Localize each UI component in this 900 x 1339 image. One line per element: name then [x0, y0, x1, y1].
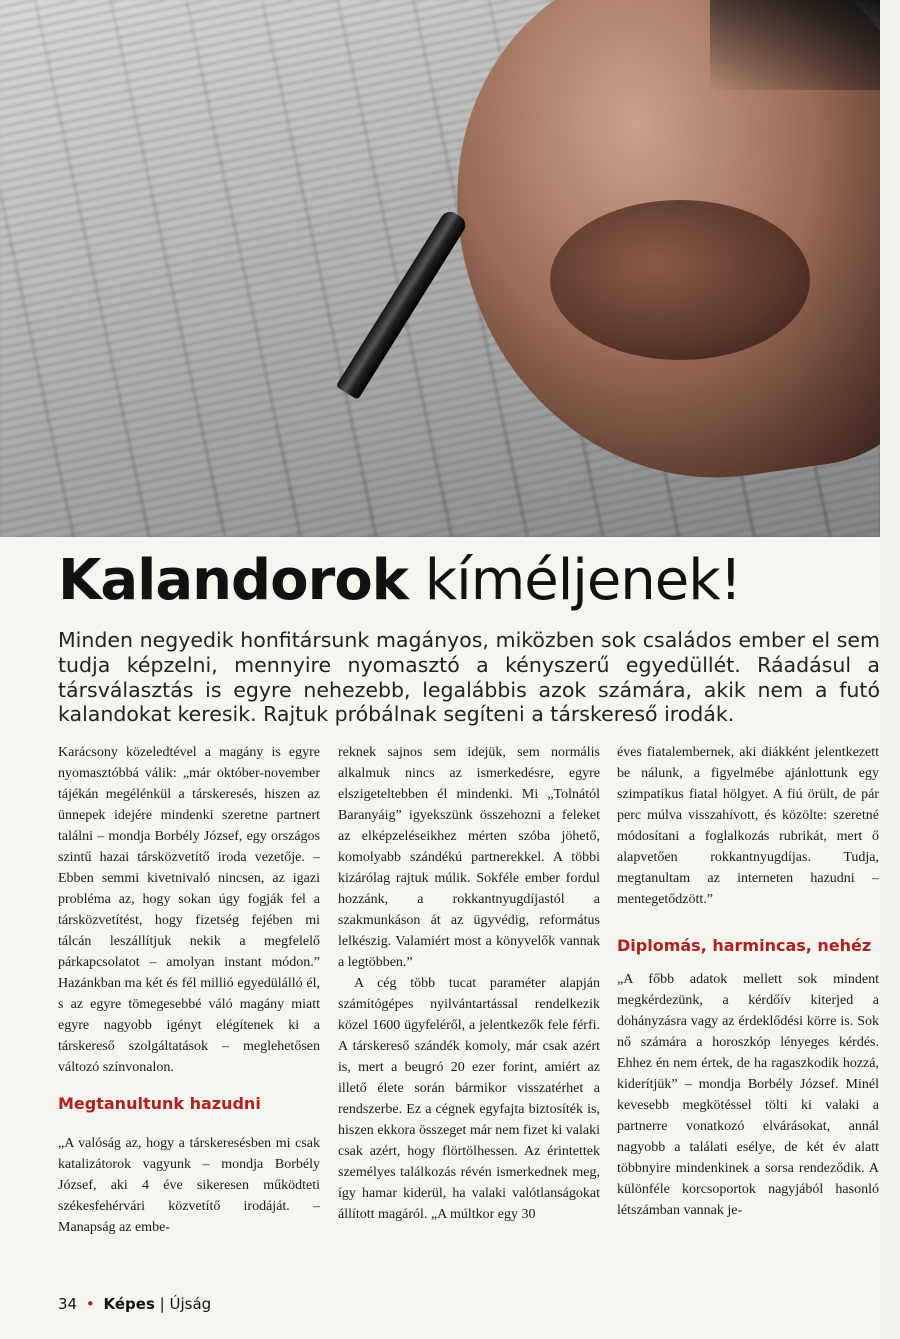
magazine-section: Újság [169, 1295, 212, 1313]
pipe-separator: | [159, 1295, 165, 1313]
article-lead: Minden negyedik honfitársunk magányos, miközben sok családos ember el sem tudja képzelni, mennyire nyomasztó a kényszerű egyedüllét. Ráadásul a társválasztás is egyre nehezebb, legalábbis azok számára, akik nem a futó kalandokat keresik. Rajtuk próbálnak segíteni a társkereső irodák. [58, 628, 880, 727]
photo-shadow [710, 0, 880, 90]
paragraph: éves fiatalembernek, aki diákként jelentkezett be nálunk, a figyelmébe ajánlottunk egy szimpatikus fiatal hölgyet. A fiú örült, de pár perc múlva visszahívott, és közölte: szeretné módosítani a foglalkozás rubrikát, mert ő alapvetően rokkantnyugdíjas. Tudja, megtanultam az interneten hazudni – mentegetődzött.” [617, 745, 879, 907]
subheading-diplomas-harmincas: Diplomás, harmincas, nehéz [617, 936, 872, 955]
text-column-3 [617, 742, 879, 1221]
paragraph: reknek sajnos sem idejük, sem normális alkalmuk nincs az ismerkedésre, egyre elszigeteltebben él mindenki. Mi „Tolnától Baranyáig” igyekszünk összehozni a feleket az elképzeléseikhez mérten szóba jöhető, komolyabb szándékú partnerekkel. A többi kizárólag rajtuk múlik. Sokféle ember fordul hozzánk, a rokkantnyugdíjastól a szakmunkáson át az ügyvédig, református lelkészig. Valamiért most a könyvelők vannak a legtöbben.” [338, 745, 600, 970]
text-column-2 [338, 742, 600, 1225]
finger-image [550, 200, 810, 360]
title-bold-part: Kalandorok [58, 548, 408, 613]
paragraph: A cég több tucat paraméter alapján számítógépes nyilvántartással rendelkezik közel 1600 ügyfeléről, a jelentkezők fele férfi. A társkereső szándék komoly, már csak azért is, mert a beugró 20 ezer forint, amiért az illető élete során bármikor visszatérhet a rendszerbe. Ez a cégnek egyfajta biztosíték is, hiszen ekkora összeget már nem fizet ki valaki csak azért, hogy flörtölhessen. Az érintettek személyes találkozás révén ismerkednek meg, így hamar kiderül, ha valaki valótlanságokat állított magáról. „A múltkor egy 30 [338, 976, 600, 1222]
paragraph: „A főbb adatok mellett sok mindent megkérdezünk, a kérdőív kiterjed a dohányzásra vagy az érdeklődési körre is. Sok nő számára a horoszkóp lényeges kérdés. Ehhez én nem értek, de ha ragaszkodik hozzá, kiderítjük” – mondja Borbély József. Minél kevesebb megkötéssel tölti ki valaki a partnerre vonatkozó elvárásokat, annál nagyobb a találati esélye, de két év alatt többnyire mindenkinek a sorsa rendeződik. A különféle korcsoportok nagyjából hasonló létszámban vannak je- [617, 972, 879, 1218]
title-regular-part: kíméljenek! [407, 548, 742, 613]
article-title [58, 548, 741, 613]
paragraph: Karácsony közeledtével a magány is egyre nyomasztóbbá válik: „már október-november tájékán megélénkül a társkeresés, hiszen az ünnepek idejére mindenki szeretne partnert találni – mondja Borbély József, egy országos szintű hazai társközvetítő iroda vezetője. – Ebben semmi kivetnivaló nincsen, az igazi probléma az, hogy sokan úgy fogják fel a társközvetítést, hogy fizetség fejében mi tálcán leszállítjuk nekik a megfelelő párkapcsolatot – amolyan instant módon.” Hazánkban ma két és fél millió egyedülálló él, s az egyre tömegesebbé váló magány miatt egyre nagyobb igényt elégítenek ki a társkereső szolgáltatások – meglehetősen változó színvonalon. [58, 745, 320, 1075]
page-edge [880, 0, 900, 1339]
text-column-1 [58, 742, 320, 1238]
bullet-separator: • [85, 1295, 95, 1313]
page-footer [58, 1295, 211, 1313]
page-number: 34 [58, 1295, 78, 1313]
magazine-name: Képes [103, 1295, 155, 1313]
hero-photo [0, 0, 880, 537]
subheading-megtanultunk-hazudni: Megtanultunk hazudni [58, 1094, 261, 1113]
paragraph: „A valóság az, hogy a társkeresésben mi csak katalizátorok vagyunk – mondja Borbély József, aki 4 éve sikeresen működteti székesfehérvári közvetítő irodáját. – Manapság az embe- [58, 1136, 320, 1235]
